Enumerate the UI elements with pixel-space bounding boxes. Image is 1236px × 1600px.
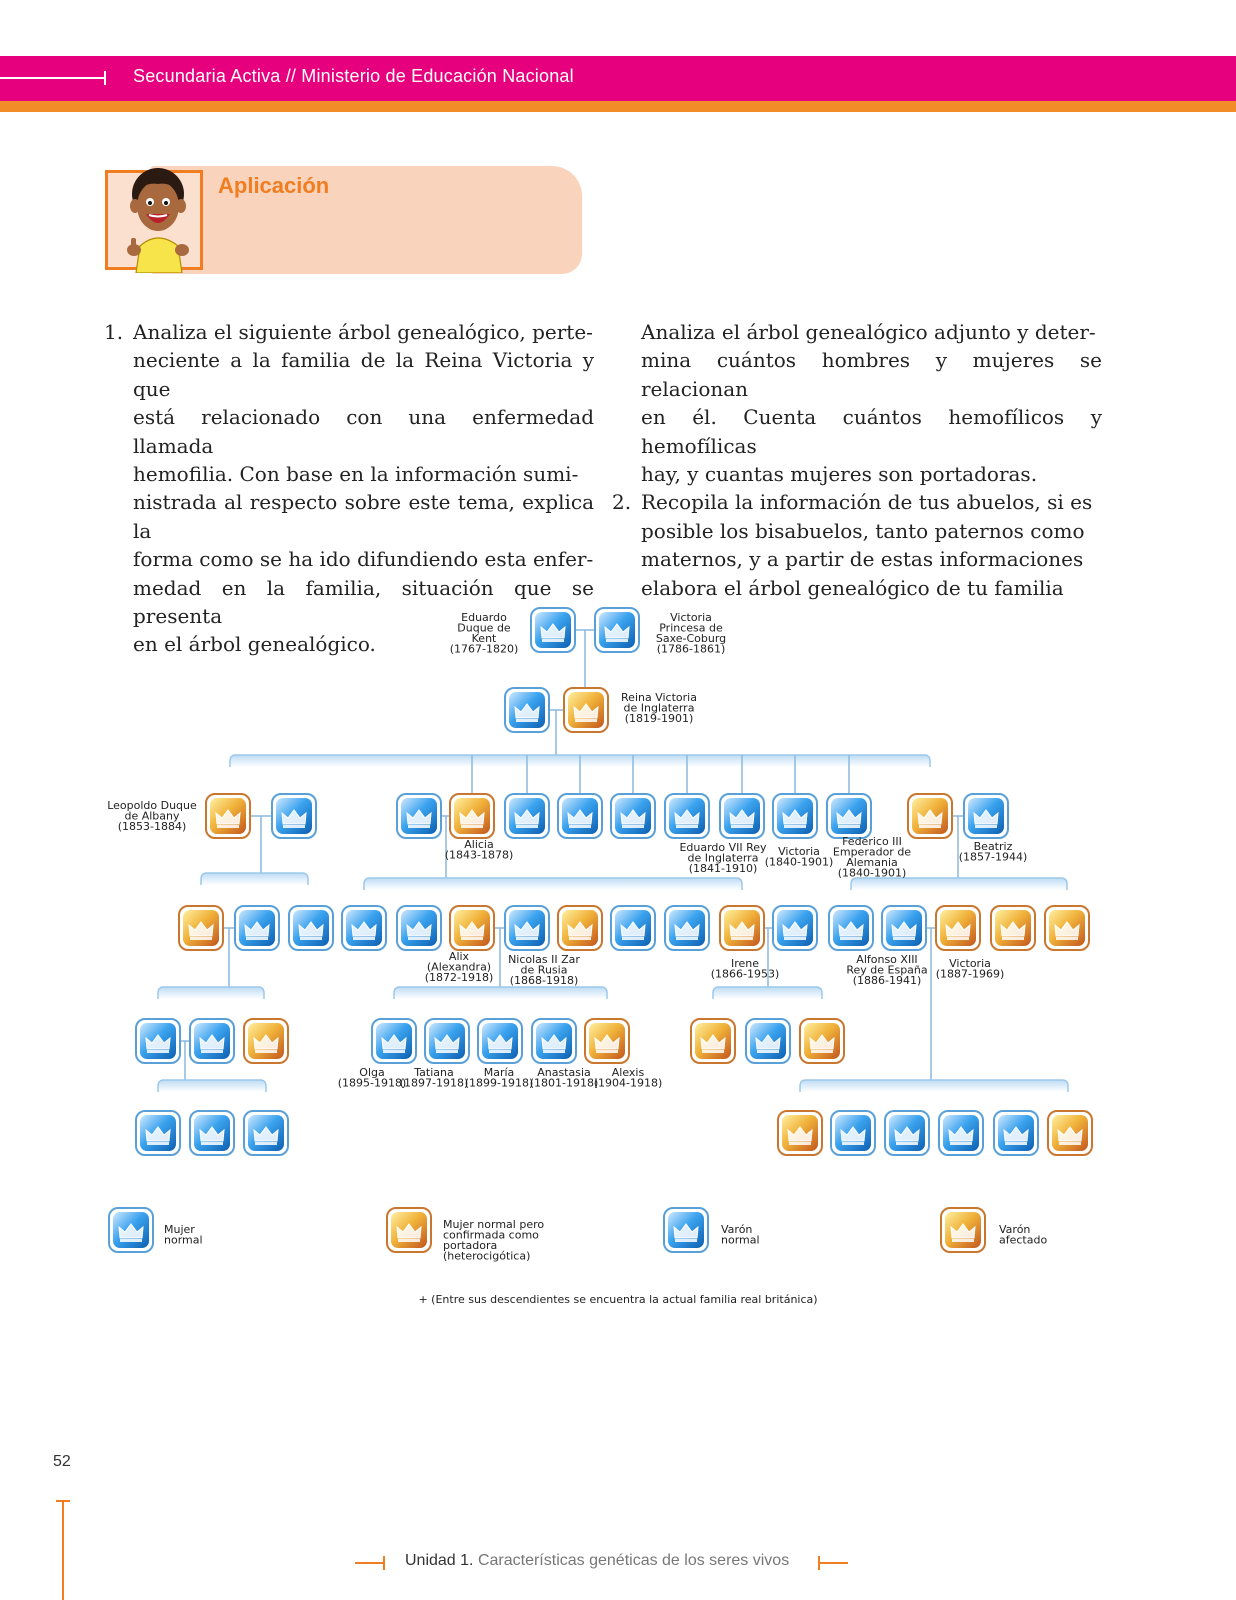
question-number: 2. <box>612 490 632 515</box>
alicia-node-icon <box>450 794 494 838</box>
anastasia-label: Anastasia (1801-1918) <box>529 1066 599 1090</box>
gen5-node-icon <box>778 1111 822 1155</box>
beatriz-node-icon <box>908 794 952 838</box>
question-number: 1. <box>104 320 124 344</box>
gen3-node-icon <box>1045 906 1089 950</box>
nicolas-node-icon <box>505 906 549 950</box>
leopoldo-spouse-node-icon <box>272 794 316 838</box>
alexis-label: Alexis (1904-1918) <box>593 1066 663 1090</box>
child-node-icon <box>505 794 549 838</box>
gen3-node-icon <box>179 906 223 950</box>
tree-footnote: + (Entre sus descendientes se encuentra la actual familia real británica) <box>418 1293 818 1306</box>
victoria-saxe-node-icon <box>595 608 639 652</box>
child-node-icon <box>720 794 764 838</box>
child-node-icon <box>611 794 655 838</box>
gen3-node-icon <box>289 906 333 950</box>
irene-child-node-icon <box>691 1019 735 1063</box>
text-line: neciente a la familia de la Reina Victoria y que <box>133 348 594 401</box>
alfonso-label: Alfonso XIII Rey de España (1886-1941) <box>846 953 928 987</box>
text-line: en el árbol genealógico. <box>133 632 376 657</box>
legend-varon-normal-icon <box>664 1208 708 1252</box>
legend-varon-afectado-icon <box>941 1208 985 1252</box>
gen5-node-icon <box>1048 1111 1092 1155</box>
gen4-node-icon <box>136 1019 180 1063</box>
legend-mujer-normal-label: Mujer normal <box>164 1223 203 1247</box>
text-line: mina cuántos hombres y mujeres se relacionan <box>641 348 1102 401</box>
legend-mujer-normal-icon <box>109 1208 153 1252</box>
legend-varon-normal-label: Varón normal <box>721 1223 760 1247</box>
section-title: Aplicación <box>218 173 330 198</box>
text-line: medad en la familia, situación que se presenta <box>133 575 594 629</box>
legend-mujer-portadora-icon <box>387 1208 431 1252</box>
albert-node-icon <box>505 688 549 732</box>
victoria-1887-node-icon <box>936 906 980 950</box>
gen5-node-icon <box>190 1111 234 1155</box>
footer-unit-title: Características genéticas de los seres vivos <box>477 1552 790 1569</box>
gen5-node-icon <box>244 1111 288 1155</box>
gen5-node-icon <box>994 1111 1038 1155</box>
gen3-node-icon <box>558 906 602 950</box>
alix-label: Alix (Alexandra) (1872-1918) <box>424 950 494 984</box>
text-line: hay, y cuantas mujeres son portadoras. <box>641 462 1038 487</box>
olga-label: Olga (1895-1918) <box>337 1066 407 1090</box>
legend-mujer-portadora-label: Mujer normal pero confirmada como portadora (heterocigótica) <box>443 1218 545 1263</box>
gen4-node-icon <box>244 1019 288 1063</box>
text-line: Analiza el árbol genealógico adjunto y deter- <box>641 320 1096 344</box>
footer-rule-tick-left <box>383 1556 385 1570</box>
victoria-1840-label: Victoria (1840-1901) <box>764 845 834 869</box>
text-line: nistrada al respecto sobre este tema, explica la <box>133 490 594 543</box>
child-node-icon <box>665 794 709 838</box>
footer-rule-right <box>818 1562 848 1564</box>
irene-label: Irene (1866-1953) <box>710 957 780 981</box>
footer-unit-number: Unidad 1. <box>405 1552 474 1569</box>
gen4-node-icon <box>190 1019 234 1063</box>
anastasia-node-icon <box>532 1019 576 1063</box>
gen3-node-icon <box>611 906 655 950</box>
nicolas-label: Nicolas II Zar de Rusia (1868-1918) <box>508 953 580 987</box>
text-line: hemofilia. Con base en la información sumi- <box>133 462 579 487</box>
beatriz-spouse-node-icon <box>964 794 1008 838</box>
text-line: en él. Cuenta cuántos hemofílicos y hemofílicas <box>641 405 1102 458</box>
beatriz-label: Beatriz (1857-1944) <box>958 840 1028 864</box>
page-side-rule-tick <box>56 1500 70 1502</box>
text-line: maternos, y a partir de estas informaciones <box>641 547 1084 572</box>
alicia-label: Alicia (1843-1878) <box>444 838 514 862</box>
legend-varon-afectado-label: Varón afectado <box>999 1223 1048 1247</box>
irene-child-node-icon <box>800 1019 844 1063</box>
gen3-node-icon <box>342 906 386 950</box>
eduardo-kent-label: Eduardo Duque de Kent (1767-1820) <box>449 611 519 656</box>
maria-node-icon <box>478 1019 522 1063</box>
gen3-node-icon <box>991 906 1035 950</box>
alfonso-node-icon <box>882 906 926 950</box>
child-node-icon <box>827 794 871 838</box>
gen5-node-icon <box>831 1111 875 1155</box>
gen3-node-icon <box>235 906 279 950</box>
alix-node-icon <box>450 906 494 950</box>
gen3-node-icon <box>829 906 873 950</box>
footer-rule-tick-right <box>818 1556 820 1570</box>
text-line: elabora el árbol genealógico de tu familia <box>641 575 1064 600</box>
text-line: Recopila la información de tus abuelos, si es <box>641 490 1093 515</box>
text-line: forma como se ha ido difundiendo esta enfer- <box>133 547 594 572</box>
child-node-icon <box>773 794 817 838</box>
text-line: está relacionado con una enfermedad llamada <box>133 405 594 458</box>
page-side-rule <box>62 1500 64 1600</box>
tatiana-node-icon <box>425 1019 469 1063</box>
irene-node-icon <box>720 906 764 950</box>
gen5-node-icon <box>939 1111 983 1155</box>
alexis-node-icon <box>585 1019 629 1063</box>
eduardo-vii-label: Eduardo VII Rey de Inglaterra (1841-1910) <box>679 841 767 875</box>
victoria-1887-label: Victoria (1887-1969) <box>935 957 1005 981</box>
footer-rule-left <box>355 1562 385 1564</box>
footer-unit <box>405 1552 789 1570</box>
child-node-icon <box>558 794 602 838</box>
gen5-node-icon <box>885 1111 929 1155</box>
olga-node-icon <box>372 1019 416 1063</box>
leopoldo-node-icon <box>206 794 250 838</box>
eduardo-kent-node-icon <box>531 608 575 652</box>
reina-victoria-label: Reina Victoria de Inglaterra (1819-1901) <box>621 691 697 725</box>
louis-hesse-node-icon <box>397 794 441 838</box>
tatiana-label: Tatiana (1897-1918) <box>399 1066 469 1090</box>
victoria-saxe-label: Victoria Princesa de Saxe-Coburg (1786-1861) <box>655 611 727 656</box>
page-number: 52 <box>53 1453 71 1470</box>
gen3-node-icon <box>397 906 441 950</box>
reina-victoria-node-icon <box>564 688 608 732</box>
text-line: Analiza el siguiente árbol genealógico, perte- <box>133 320 593 344</box>
header-title: Secundaria Activa // Ministerio de Educación Nacional <box>133 66 574 86</box>
gen5-node-icon <box>136 1111 180 1155</box>
text-line: posible los bisabuelos, tanto paternos como <box>641 518 1085 543</box>
irene-child-node-icon <box>746 1019 790 1063</box>
leopoldo-label: Leopoldo Duque de Albany (1853-1884) <box>107 799 197 833</box>
maria-label: María (1899-1918) <box>464 1066 534 1090</box>
gen3-node-icon <box>665 906 709 950</box>
irene-spouse-node-icon <box>773 906 817 950</box>
federico-label: Federico III Emperador de Alemania (1840-1901) <box>832 835 912 880</box>
